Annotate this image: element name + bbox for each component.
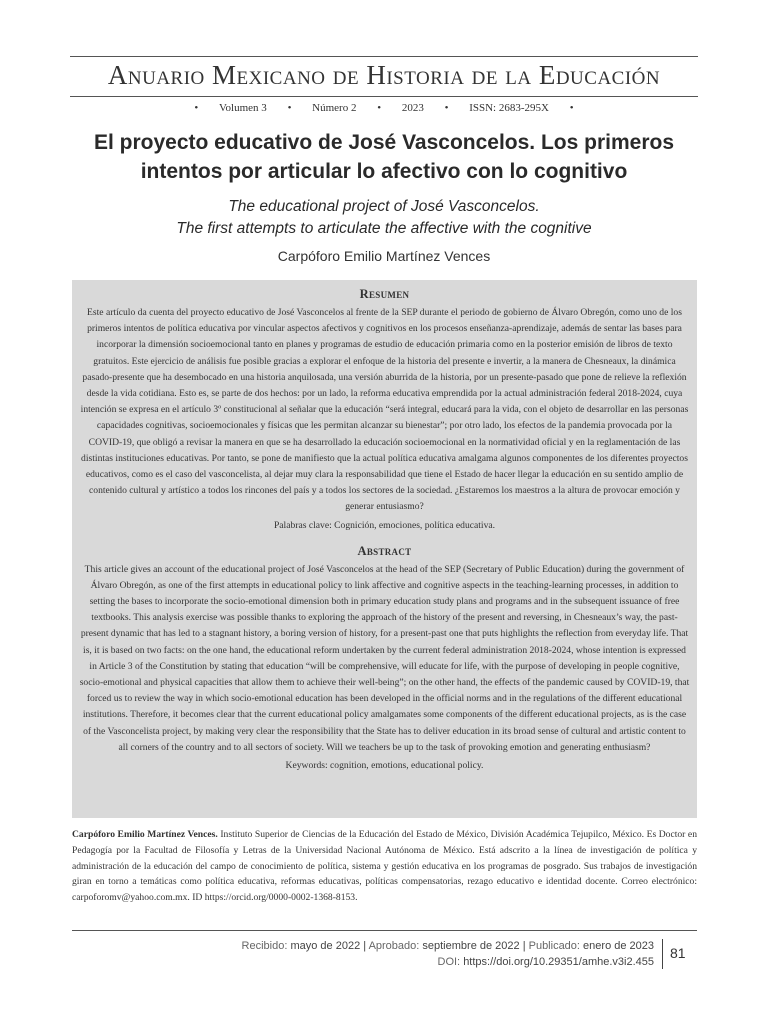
page-number-divider [662, 939, 663, 969]
meta-bullet: • [444, 102, 449, 114]
published-label: Publicado: [528, 940, 580, 952]
received-label: Recibido: [241, 940, 288, 952]
header-bottom-rule [70, 96, 698, 97]
issue-meta [0, 102, 768, 114]
approved-date: septiembre de 2022 [422, 940, 520, 952]
publication-dates [242, 938, 654, 970]
author-name: Carpóforo Emilio Martínez Vences [277, 248, 491, 264]
abstract-text: This article gives an account of the educational project of José Vasconcelos at the head of the SEP (Secretary of Public Education) during the government of Álvaro Obregón, as one of the first attempts in educational policy to link affective and cognitive aspects in the teaching-learning processes, in addition to setting the bases to incorporate the socio-emotional dimension both in primary education study plans and programs and in the subsequent issuance of free textbooks. This analysis exercise was possible thanks to exploring the approach of the history of the present and reversing, in Chesneaux’s way, the past-present dynamic that has led to a stagnant history, a boring version of history, for a present-past one that puts highlights the reflection from everyday life. That is, it is based on two facts: on the one hand, the educational reform undertaken by the current federal administration 2018-2024, whose intention is expressed in Article 3 of the Constitution by stating that education “will be comprehensive, will educate for life, with the purpose of developing in people cognitive, socio-emotional and physical capacities that allow them to achieve their well-being”; on the other hand, the effects of the pandemic caused by COVID-19, that forced us to review the way in which socio-emotional education has been developed in the official norms and in the regulations of the different educational institutions. Therefore, it becomes clear that the current educational policy amalgamates some components of the different educational projects, as is the case of the Vasconcelista project, by making very clear the responsibility that the State has to deliver education in its broad sense of cultural and artistic content to all corners of the country and to all sectors of society. Will we teachers be up to the task of provoking emotion and generating enthusiasm? [79, 563, 690, 753]
abstract-keywords: Keywords: cognition, emotions, educational policy. [285, 760, 484, 772]
journal-name: Anuario Mexicano de Historia de la Educación [107, 60, 661, 90]
footer-separator: | [363, 940, 367, 952]
doi-link[interactable]: https://doi.org/10.29351/amhe.v3i2.455 [463, 956, 654, 968]
meta-bullet: • [569, 102, 574, 114]
footer-separator: | [522, 940, 526, 952]
meta-bullet: • [194, 102, 199, 114]
number-label: Número 2 [312, 102, 357, 114]
header-top-rule [70, 56, 698, 57]
article-title: El proyecto educativo de José Vasconcelos. Los primeros intentos por articular lo afectivo con lo cognitivo [93, 131, 675, 183]
bio-author-name: Carpóforo Emilio Martínez Vences. [72, 829, 218, 840]
resumen-keywords: Palabras clave: Cognición, emociones, política educativa. [273, 519, 496, 531]
author-bio [72, 827, 697, 906]
issn-label: ISSN: 2683-295X [469, 102, 549, 114]
resumen-heading: Resumen [359, 287, 410, 301]
meta-bullet: • [287, 102, 292, 114]
published-date: enero de 2023 [583, 940, 654, 952]
meta-bullet: • [377, 102, 382, 114]
resumen-text: Este artículo da cuenta del proyecto educativo de José Vasconcelos al frente de la SEP durante el periodo de gobierno de Álvaro Obregón, como uno de los primeros intentos de política educativa por vincular aspectos afectivos y cognitivos en los procesos enseñanza-aprendizaje, además de sentar las bases para incorporar la dimensión socioemocional tanto en planes y programas de estudio de educación primaria como en la posterior emisión de libros de texto gratuitos. Este ejercicio de análisis fue posible gracias a explorar el enfoque de la historia del presente e invertir, a la manera de Chesneaux, la dinámica pasado-presente que ha desembocado en una historia anquilosada, una versión aburrida de la historia, por un presente-pasado que pone de relieve la reflexión desde la vida cotidiana. Esto es, se parte de dos hechos: por un lado, la reforma educativa emprendida por la actual administración federal 2018-2024, cuya intención se expresa en el artículo 3º constitucional al señalar que la educación “será integral, educará para la vida, con el objeto de desarrollar en las personas capacidades cognitivas, socioemocionales y físicas que les permitan alcanzar su bienestar”; por otro lado, los efectos de la pandemia provocada por la COVID-19, que obligó a revisar la manera en que se ha desarrollado la educación socioemocional en la normatividad oficial y en la reglamentación de las distintas instituciones educativas. Por tanto, se pone de manifiesto que la actual política educativa amalgama algunos componentes de los diferentes proyectos educativos, como es el caso del vasconcelista, al dejar muy clara la responsabilidad que tiene el Estado de hacer llegar la educación en su sentido amplio de contenido cultural y artístico a todos los rincones del país y a todos los sectores de la sociedad. ¿Estaremos los maestros a la altura de provocar emoción y generar entusiasmo? [80, 307, 689, 513]
doi-line [242, 954, 654, 970]
footer-rule [72, 930, 697, 931]
page-number: 81 [670, 945, 686, 961]
abstract-box [72, 280, 697, 818]
doi-label: DOI: [437, 956, 461, 968]
abstract-heading: Abstract [357, 543, 412, 558]
article-subtitle [70, 196, 698, 240]
year-label: 2023 [401, 102, 424, 114]
subtitle-line-2: The first attempts to articulate the affective with the cognitive [176, 220, 592, 237]
subtitle-line-1: The educational project of José Vasconcelos. [228, 198, 540, 215]
dates-line [242, 938, 654, 954]
volume-label: Volumen 3 [219, 102, 267, 114]
bio-text: Instituto Superior de Ciencias de la Educación del Estado de México, División Académica Tejupilco, México. Es Doctor en Pedagogía por la Facultad de Filosofía y Letras de la Universidad Nacional Autónoma de México. Está adscrito a la línea de investigación de política y administración de la educación del campo de conocimiento de política, sistema y gestión educativa en los programas de posgrado. Sus trabajos de investigación giran en torno a temáticas como política educativa, reformas educativas, políticas compensatorias, rezago educativo e identidad docente. Correo electrónico: carpoforomv@yahoo.com.mx. ID https://orcid.org/0000-0002-1368-8153. [72, 829, 697, 904]
received-date: mayo de 2022 [290, 940, 361, 952]
approved-label: Aprobado: [368, 940, 420, 952]
